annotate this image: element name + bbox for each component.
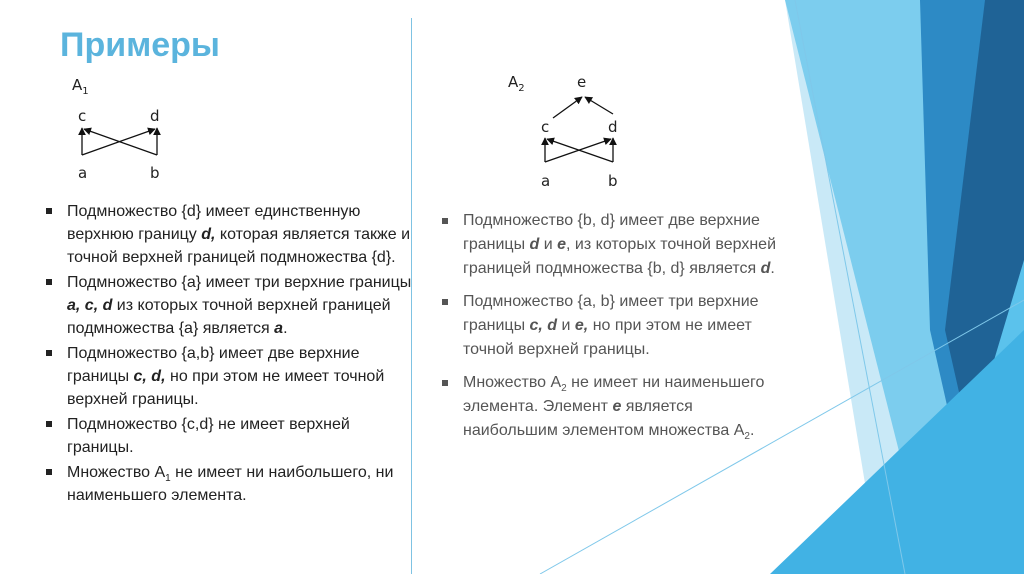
left-bullet-list — [42, 200, 412, 509]
graph-a2-edges — [0, 0, 700, 220]
graph-a1-node-c: c — [78, 107, 87, 125]
right-bullet-3: Множество $A_2$ не имеет ни наименьшего элемента. Элемент e является наибольшим элементом множества $A_2$. — [438, 371, 778, 443]
graph-a2-node-a: a — [541, 172, 551, 190]
edge-d-e — [585, 97, 613, 114]
graph-a2-node-e: e — [577, 73, 587, 91]
right-bullet-list — [438, 209, 778, 452]
graph-a1-node-b: b — [150, 164, 160, 182]
edge-c-e — [553, 97, 582, 118]
graph-a1-node-a: a — [78, 164, 88, 182]
left-bullet-2: Подмножество {a} имеет три верхние границы a, c, d из которых точной верхней границей подмножества {a} является a. — [42, 271, 412, 340]
graph-a2-node-c: c — [541, 118, 550, 136]
page-title: Примеры — [60, 26, 220, 64]
graph-a1-label: $A_1$ — [72, 76, 89, 97]
graph-a2-node-b: b — [608, 172, 618, 190]
graph-a2-node-d: d — [608, 118, 618, 136]
left-bullet-1: Подмножество {d} имеет единственную верхнюю границу d, которая является также и точной верхней границей подмножества {d}. — [42, 200, 412, 269]
edge-b-c2 — [547, 139, 613, 162]
left-bullet-4: Подмножество {c,d} не имеет верхней границы. — [42, 413, 412, 459]
edge-a-d2 — [545, 139, 611, 162]
right-bullet-2: Подмножество {a, b} имеет три верхние границы c, d и e, но при этом не имеет точной верхней границы. — [438, 290, 778, 362]
left-bullet-3: Подмножество {a,b} имеет две верхние границы c, d, но при этом не имеет точной верхней границы. — [42, 342, 412, 411]
graph-a2-label: $A_2$ — [508, 73, 525, 94]
right-bullet-1: Подмножество {b, d} имеет две верхние границы d и e, из которых точной верхней границей подмножества {b, d} является d. — [438, 209, 778, 281]
graph-a1-node-d: d — [150, 107, 160, 125]
left-bullet-5: Множество $A_1$ не имеет ни наибольшего, ни наименьшего элемента. — [42, 461, 412, 507]
